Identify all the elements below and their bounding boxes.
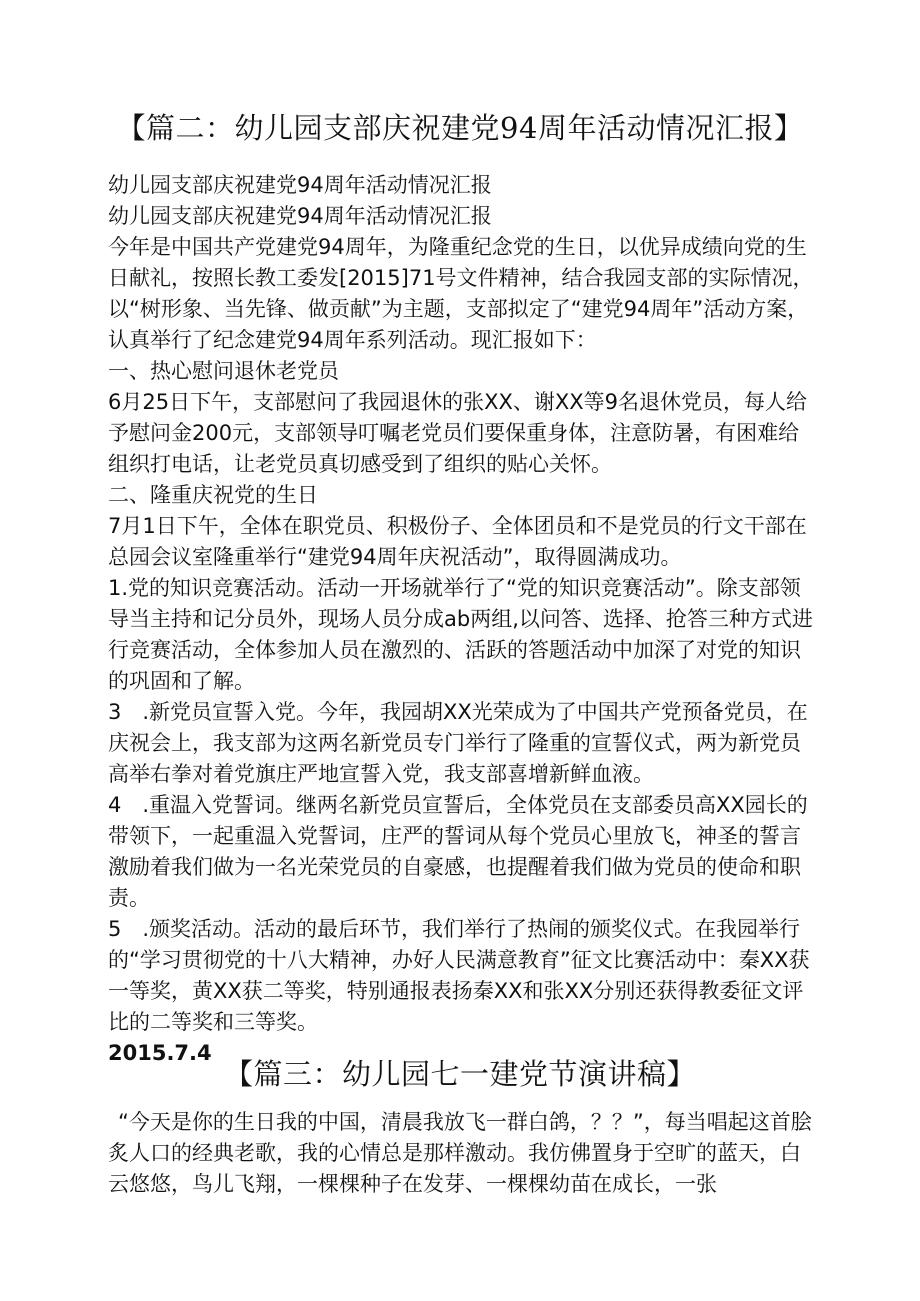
section-two-heading: 【篇二：幼儿园支部庆祝建党94周年活动情况汇报】 xyxy=(116,111,804,145)
speech-paragraph: “今天是你的生日我的中国，清晨我放飞一群白鸽，？？”，每当唱起这首脍炙人口的经典老歌，我的心情总是那样激动。我仿佛置身于空旷的蓝天，白云悠悠，鸟儿飞翔，一棵棵种子在发芽、一棵棵幼苗在成长，一张 xyxy=(108,1110,812,1196)
subheading-two: 二、隆重庆祝党的生日 xyxy=(108,483,318,507)
paragraph-one: 6月25日下午，支部慰问了我园退休的张XX、谢XX等9名退休党员，每人给予慰问金200元，支部领导叮嘱老党员们要保重身体，注意防暑，有困难给组织打电话，让老党员真切感受到了组织的贴心关怀。 xyxy=(108,390,807,476)
report-title-line-1: 幼儿园支部庆祝建党94周年活动情况汇报 xyxy=(108,173,492,197)
list-item-3: 3 .新党员宣誓入党。今年，我园胡XX光荣成为了中国共产党预备党员，在庆祝会上，我支部为这两名新党员专门举行了隆重的宣誓仪式，两为新党员高举右拳对着党旗庄严地宣誓入党，我支部喜增新鲜血液。 xyxy=(108,700,808,786)
list-item-4: 4 .重温入党誓词。继两名新党员宣誓后，全体党员在支部委员高XX园长的带领下，一起重温入党誓词，庄严的誓词从每个党员心里放飞，神圣的誓言激励着我们做为一名光荣党员的自豪感，也提醒着我们做为党员的使命和职责。 xyxy=(108,793,808,910)
subheading-one: 一、热心慰问退休老党员 xyxy=(108,359,339,383)
section-three-heading: 【篇三：幼儿园七一建党节演讲稿】 xyxy=(223,1057,696,1091)
report-title-line-2: 幼儿园支部庆祝建党94周年活动情况汇报 xyxy=(108,204,492,228)
paragraph-two: 7月1日下午，全体在职党员、积极份子、全体团员和不是党员的行文干部在总园会议室隆重举行“建党94周年庆祝活动”，取得圆满成功。 xyxy=(108,514,807,569)
intro-paragraph: 今年是中国共产党建党94周年，为隆重纪念党的生日，以优异成绩向党的生日献礼，按照长教工委发[2015]71号文件精神，结合我园支部的实际情况，以“树形象、当先锋、做贡献”为主题，支部拟定了“建党94周年”活动方案，认真举行了纪念建党94周年系列活动。现汇报如下： xyxy=(108,235,814,352)
list-item-5: 5 .颁奖活动。活动的最后环节，我们举行了热闹的颁奖仪式。在我园举行的“学习贯彻党的十八大精神，办好人民满意教育”征文比赛活动中：秦XX获一等奖，黄XX获二等奖，特别通报表扬秦XX和张XX分别还获得教委征文评比的二等奖和三等奖。 xyxy=(108,917,810,1034)
list-item-1: 1.党的知识竞赛活动。活动一开场就举行了“党的知识竞赛活动”。除支部领导当主持和记分员外，现场人员分成ab两组,以问答、选择、抢答三种方式进行竞赛活动，全体参加人员在激烈的、活跃的答题活动中加深了对党的知识的巩固和了解。 xyxy=(108,576,813,693)
section-three-body xyxy=(108,1107,820,1200)
section-two-body xyxy=(108,170,820,1069)
report-date: 2015.7.4 xyxy=(108,1041,212,1065)
